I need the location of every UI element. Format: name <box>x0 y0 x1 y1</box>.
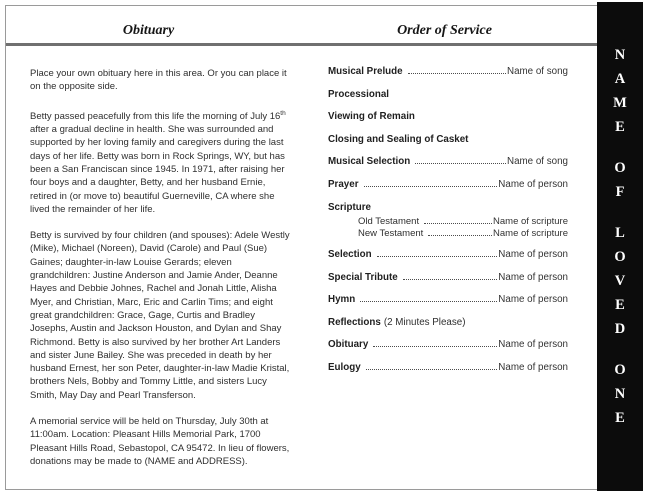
obituary-paragraph-1: Place your own obituary here in this area. Or you can place it on the opposite side. <box>30 68 287 93</box>
order-item-value: Name of song <box>507 66 568 77</box>
dotted-leader <box>366 369 498 370</box>
dotted-leader <box>408 73 506 74</box>
order-item-scripture <box>328 202 568 213</box>
dotted-leader <box>377 256 498 257</box>
order-item-value: Name of person <box>498 339 568 351</box>
obituary-paragraph-3: Betty is survived by four children (and spouses): Adele Westly (Mike), Michael (Noreen), David (Carole) and Paul (Sue) Gaines; daughter-in-law Louise Gerards; eleven grandchildren: Justine Anderson and Jamie Ander, Deanne Hayes and Debbie Johnes, Rachel and Jonah Little, Alisha Myer, and Christian, Marc, Eric and Carlin Tims; and eight great grandchildren: Grace, Gage, Curtis and Bradley Josephs, Austin and Jackson Houston, and Dylan and Shay Richmond. Betty is also survived by her brother Art Landers and sister June Bailey. She was preceded in death by her husband Ernest, her son Peter, daughter-in-law Madie Kristal, brothers Nels, Bobby and Tommy Little, and sisters Lucy Smith, May Day and Pearl Transferson. <box>30 230 290 401</box>
order-item-hymn <box>328 294 568 305</box>
order-item-closing-and-sealing <box>328 134 568 145</box>
ordinal-superscript: th <box>280 109 286 117</box>
obituary-paragraph-4: A memorial service will be held on Thursday, July 30th at 11:00am. Location: Pleasant Hills Memorial Park, 1700 Pleasant Hills Road, Sebastopol, CA 95472. In lieu of flowers, donations may be made to (NAME and ADDRESS). <box>30 415 290 467</box>
scripture-sub-items <box>358 216 568 240</box>
obituary-header: Obituary <box>122 23 175 38</box>
order-subitem-label: New Testament <box>358 228 424 240</box>
name-banner-text: N A M E O F L O V E D O N E <box>613 47 627 426</box>
order-item-reflections <box>328 317 568 328</box>
order-item-obituary <box>328 339 568 350</box>
obituary-paragraph-2-continued: after a gradual decline in health. She was surrounded and supported by her loving family and caregivers during the last days of her life. Betty was born in Rock Springs, WY, but has been a San Franciscan since 1945. In 1971, after raising her four boys and a daughter, Betty, and her husband Ernie, retired in (or move to) beautiful Guerneville, CA where she lived the remainder of her life. <box>30 124 285 215</box>
order-item-musical-selection <box>328 156 568 167</box>
order-item-value: Name of person <box>498 178 568 190</box>
obituary-paragraph-2 <box>30 107 292 217</box>
obituary-column <box>6 46 312 481</box>
page-header <box>6 6 598 43</box>
dotted-leader <box>415 163 506 164</box>
order-item-value: Name of song <box>507 156 568 168</box>
order-item-value: Name of person <box>498 294 568 306</box>
order-item-processional <box>328 89 568 100</box>
order-item-value: Name of person <box>498 362 568 374</box>
order-item-eulogy <box>328 362 568 373</box>
order-subitem-old-testament <box>358 216 568 227</box>
order-item-value: Name of person <box>498 249 568 261</box>
order-item-value: Name of person <box>498 271 568 283</box>
dotted-leader <box>360 301 497 302</box>
order-subitem-new-testament <box>358 228 568 239</box>
order-item-label: Special Tribute <box>328 271 398 283</box>
dotted-leader <box>364 186 498 187</box>
order-subitem-label: Old Testament <box>358 215 420 227</box>
order-item-viewing-of-remain <box>328 111 568 122</box>
order-subitem-value: Name of scripture <box>493 228 568 240</box>
order-item-label: Obituary <box>328 339 369 351</box>
dotted-leader <box>373 346 497 347</box>
content-columns <box>6 46 598 481</box>
order-item-label: Processional <box>328 88 389 100</box>
order-item-label: Reflections <box>328 316 381 328</box>
order-item-musical-prelude <box>328 66 568 77</box>
order-of-service-header: Order of Service <box>397 23 492 38</box>
order-item-label: Musical Prelude <box>328 66 403 77</box>
dotted-leader <box>428 235 492 236</box>
order-of-service-column <box>312 46 598 481</box>
order-item-label: Hymn <box>328 294 356 306</box>
order-item-label: Scripture <box>328 201 372 213</box>
program-page <box>5 5 599 490</box>
order-item-prayer <box>328 179 568 190</box>
dotted-leader <box>403 279 498 280</box>
order-subitem-value: Name of scripture <box>493 215 568 227</box>
order-item-special-tribute <box>328 272 568 283</box>
order-item-label: Selection <box>328 249 372 261</box>
order-item-label: Eulogy <box>328 362 361 374</box>
order-item-note: (2 Minutes Please) <box>383 316 466 328</box>
order-item-label: Closing and Sealing of Casket <box>328 133 469 145</box>
order-item-label: Viewing of Remain <box>328 111 415 123</box>
dotted-leader <box>424 223 492 224</box>
order-item-selection <box>328 249 568 260</box>
order-item-label: Prayer <box>328 178 359 190</box>
name-of-loved-one-banner <box>597 2 643 491</box>
obituary-paragraph-2-text: Betty passed peacefully from this life the morning of July 16 <box>30 110 281 122</box>
order-item-label: Musical Selection <box>328 156 411 168</box>
